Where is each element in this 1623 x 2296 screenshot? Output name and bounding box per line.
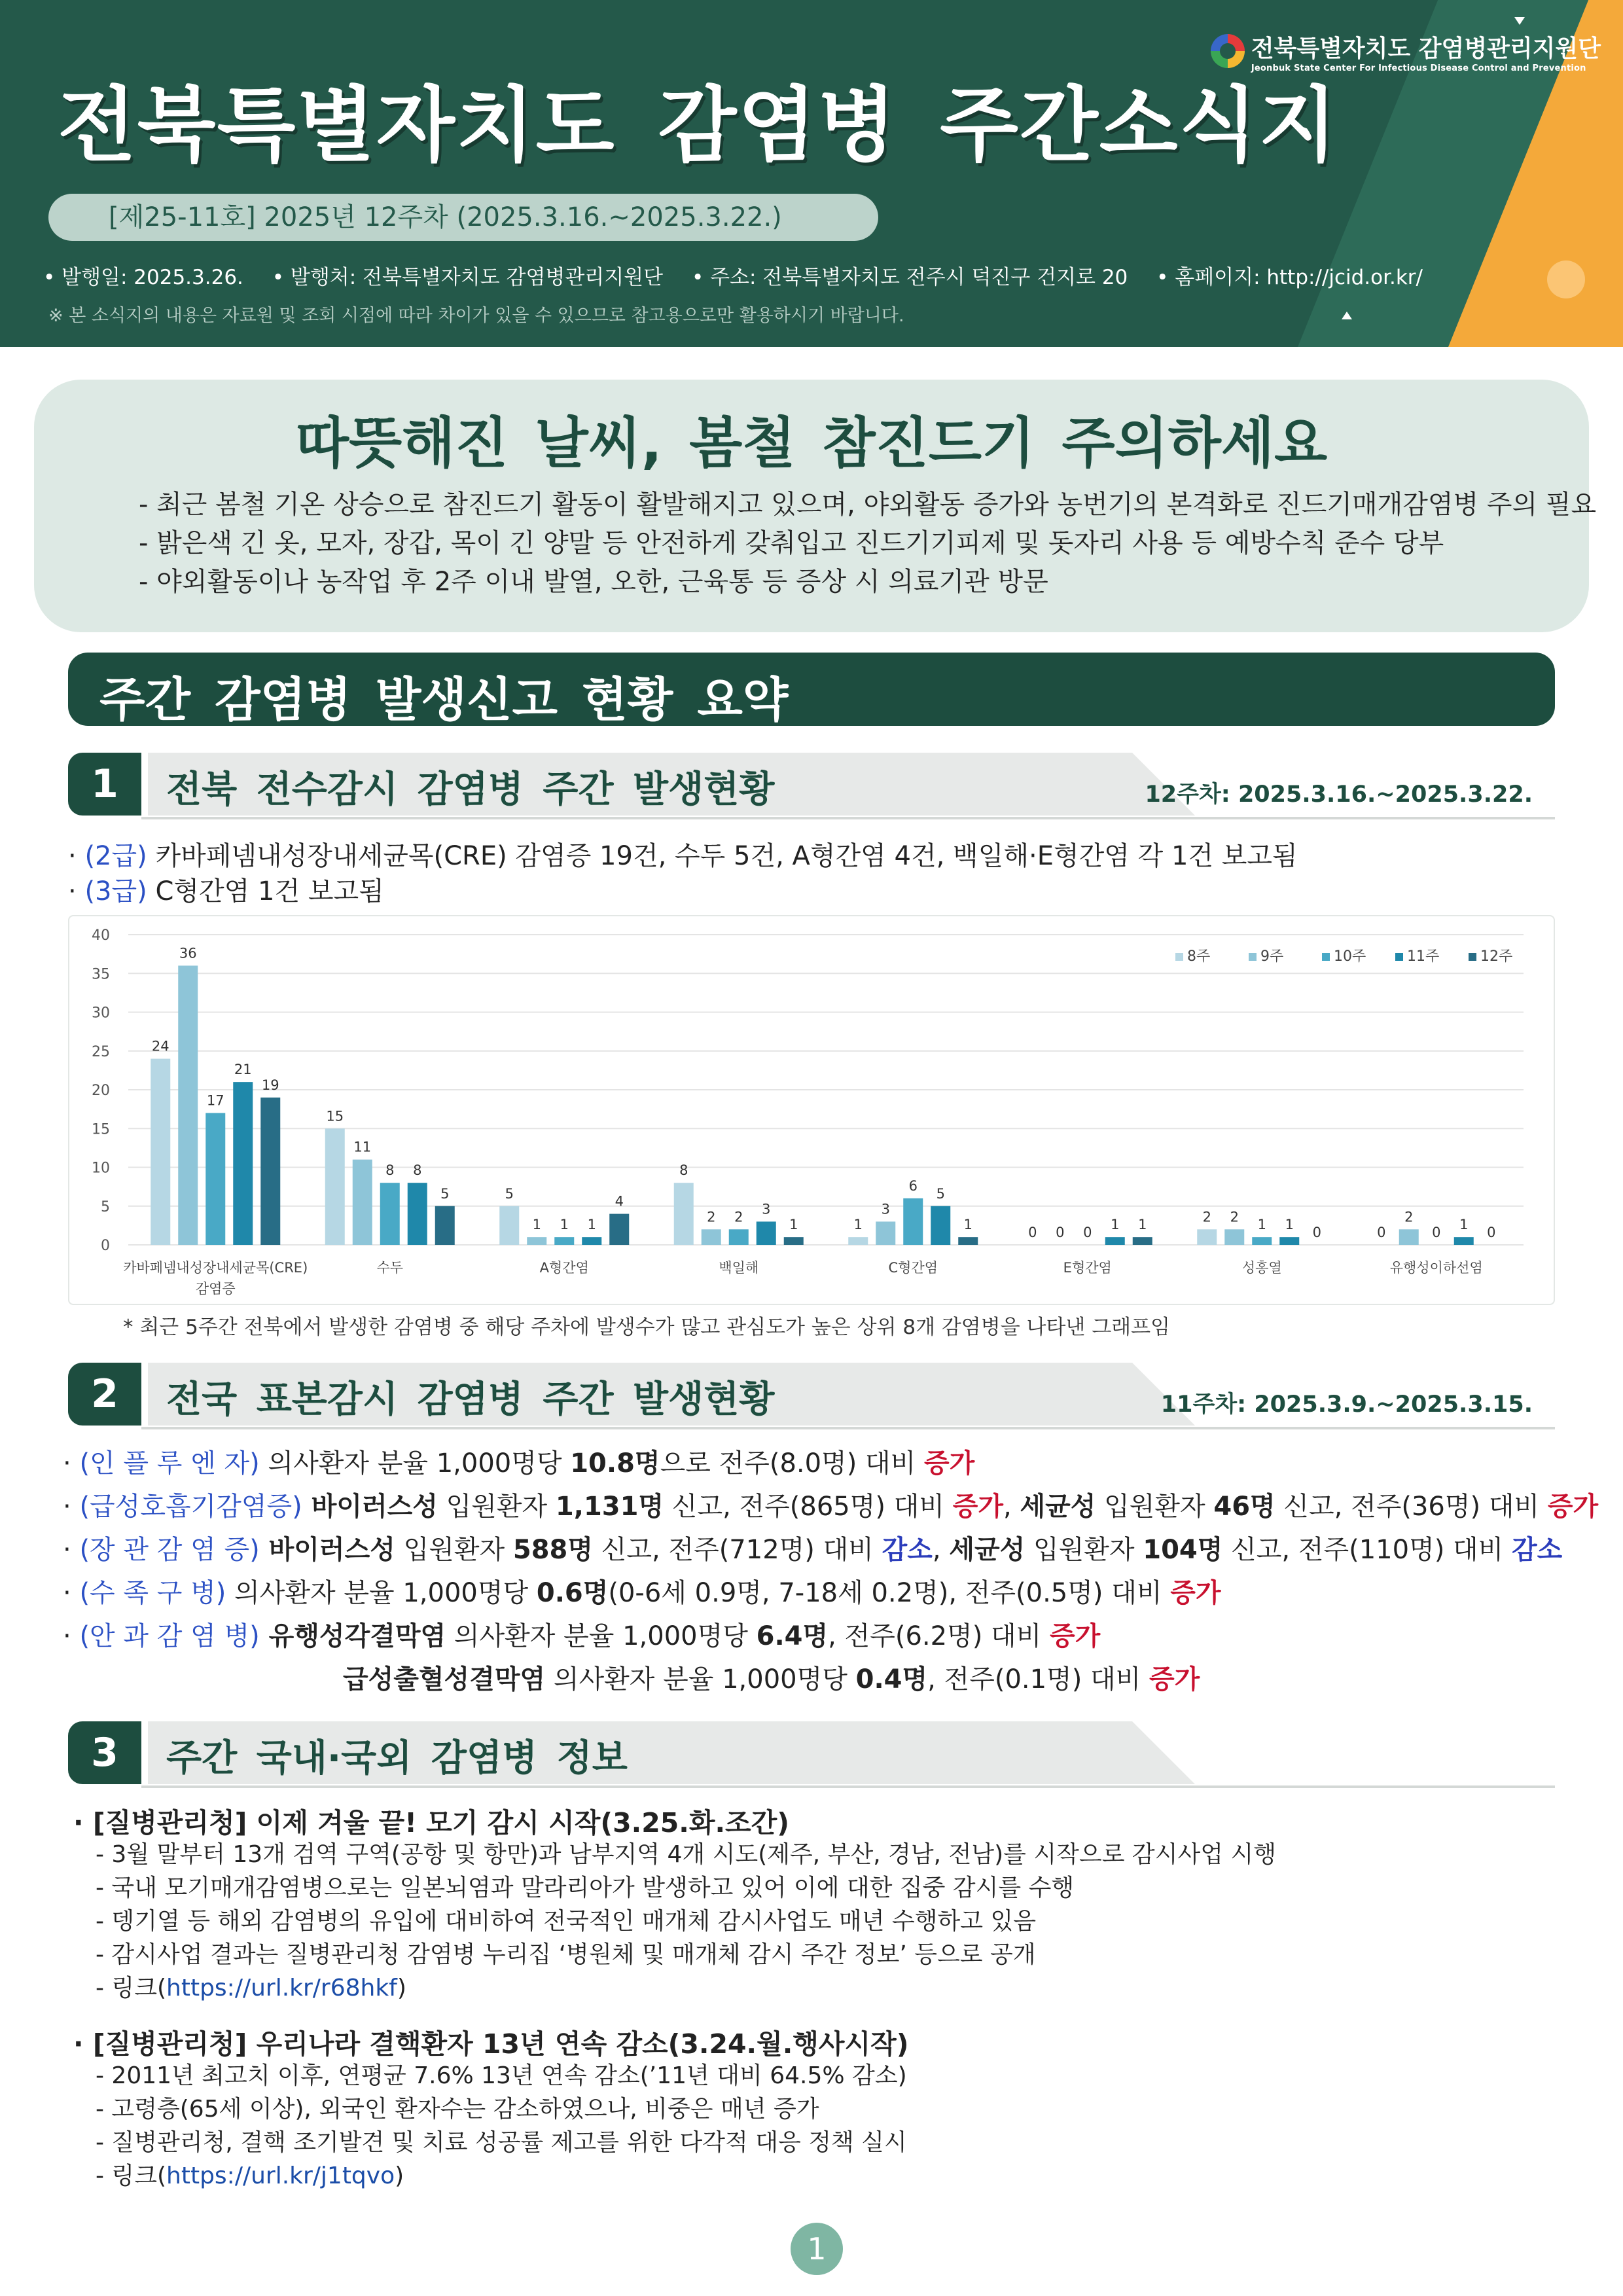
trend-up: 증가 <box>1050 1621 1101 1651</box>
publication-info <box>43 260 1445 290</box>
x-category-label: 유행성이하선염 <box>1389 1260 1483 1276</box>
chart-bar <box>1399 1229 1419 1245</box>
x-category-label: A형간염 <box>539 1260 589 1276</box>
link-suffix: ) <box>397 1975 406 2001</box>
text: 입원환자 <box>1025 1535 1143 1565</box>
bar-value-label: 1 <box>963 1217 972 1233</box>
news-item: - 국내 모기매개감염병으로는 일본뇌염과 말라리아가 발생하고 있어 이에 대한 집중 감시를 수행 <box>96 1874 1075 1901</box>
legend-swatch <box>1395 953 1403 961</box>
newsletter-header <box>0 0 1623 347</box>
chart-bar <box>408 1183 427 1245</box>
text: 급성출혈성결막염 <box>343 1664 546 1695</box>
y-tick-label: 5 <box>101 1198 110 1215</box>
y-tick-label: 35 <box>92 966 110 983</box>
text: 의사환자 분율 1,000명당 <box>226 1578 537 1608</box>
sentinel-eye-1: · (안 과 감 염 병) 유행성각결막염 의사환자 분율 1,000명당 6.4명, 전주(6.2명) 대비 증가 <box>63 1621 1101 1651</box>
bar-value-label: 19 <box>261 1077 279 1093</box>
trend-down: 감소 <box>882 1535 933 1565</box>
text: 의사환자 분율 1,000명당 <box>259 1448 571 1479</box>
link-prefix: - 링크( <box>96 1975 167 2001</box>
section-1-header <box>68 753 1555 816</box>
grade-label: (2급) <box>84 841 147 871</box>
bar-value-label: 5 <box>505 1185 514 1202</box>
publisher: • 발행처: 전북특별자치도 감염병관리지원단 <box>272 266 664 289</box>
bar-value-label: 8 <box>679 1162 688 1179</box>
disease-label: (인 플 루 엔 자) <box>79 1448 260 1479</box>
bar-value-label: 1 <box>789 1217 798 1233</box>
alert-list <box>139 486 1596 601</box>
page-number: 1 <box>791 2223 843 2275</box>
y-tick-label: 20 <box>92 1083 110 1099</box>
triangle-down-icon <box>1514 17 1525 25</box>
value: 0.6명 <box>536 1578 609 1608</box>
chart-bar <box>876 1221 895 1245</box>
text: , <box>1003 1492 1020 1522</box>
bar-value-label: 17 <box>206 1092 224 1109</box>
section-number: 2 <box>68 1363 141 1426</box>
bullet-text: C형간염 1건 보고됨 <box>147 876 384 906</box>
disease-label: (장 관 감 염 증) <box>79 1535 260 1565</box>
chart-bar <box>784 1237 804 1245</box>
chart-bar <box>1224 1229 1244 1245</box>
bar-value-label: 5 <box>440 1185 450 1202</box>
bar-value-label: 1 <box>853 1217 863 1233</box>
text: 세균성 <box>1020 1492 1096 1522</box>
y-tick-label: 40 <box>92 927 110 944</box>
logo-text-en: Jeonbuk State Center For Infectious Disease Control and Prevention <box>1251 63 1586 73</box>
text: , <box>932 1535 950 1565</box>
y-tick-label: 0 <box>101 1238 110 1254</box>
bar-value-label: 2 <box>1404 1209 1414 1225</box>
bar-value-label: 21 <box>234 1062 252 1078</box>
news-list-tb <box>96 2059 907 2193</box>
chart-bar <box>674 1183 694 1245</box>
chart-bar <box>903 1198 923 1245</box>
text: 입원환자 <box>1096 1492 1214 1522</box>
chart-footnote: * 최근 5주간 전북에서 발생한 감염병 중 해당 주차에 발생수가 많고 관심도가 높은 상위 8개 감염병을 나타낸 그래프임 <box>123 1316 1170 1339</box>
chart-bar <box>1454 1237 1474 1245</box>
bar-value-label: 24 <box>151 1038 169 1054</box>
x-category-label: 카바페넴내성장내세균목(CRE) <box>123 1260 308 1276</box>
bar-value-label: 11 <box>353 1139 372 1155</box>
text: 바이러스성 <box>259 1535 395 1565</box>
trend-up: 증가 <box>924 1448 975 1479</box>
legend-swatch <box>1249 953 1257 961</box>
weekly-cases-chart <box>68 915 1555 1305</box>
chart-bar <box>527 1237 546 1245</box>
text: 세균성 <box>949 1535 1026 1565</box>
value: 104명 <box>1143 1535 1223 1565</box>
chart-bar <box>380 1183 400 1245</box>
chart-bar <box>609 1214 629 1245</box>
chart-bar <box>325 1128 345 1245</box>
sentinel-influenza: · (인 플 루 엔 자) 의사환자 분율 1,000명당 10.8명으로 전주(8.0명) 대비 증가 <box>63 1448 975 1479</box>
text: 유행성각결막염 <box>259 1621 446 1651</box>
chart-bar <box>554 1237 574 1245</box>
value: 6.4명 <box>756 1621 829 1651</box>
news-list-mosquito <box>96 1838 1276 2005</box>
alert-title: 따뜻해진 날씨, 봄철 참진드기 주의하세요 <box>295 411 1328 475</box>
chart-bar <box>1105 1237 1125 1245</box>
text: 입원환자 <box>395 1535 513 1565</box>
text: 신고, 전주(110명) 대비 <box>1222 1535 1512 1565</box>
bar-value-label: 1 <box>560 1217 569 1233</box>
text: 신고, 전주(36명) 대비 <box>1275 1492 1548 1522</box>
legend-label: 12주 <box>1480 948 1513 965</box>
y-tick-label: 30 <box>92 1005 110 1022</box>
summary-title: 주간 감염병 발생신고 현황 요약 <box>99 672 789 727</box>
news-item: - 질병관리청, 결핵 조기발견 및 치료 성공률 제고를 위한 다각적 대응 정책 실시 <box>96 2129 907 2156</box>
section-period: 12주차: 2025.3.16.~2025.3.22. <box>1145 781 1533 808</box>
triangle-up-icon <box>1342 312 1352 319</box>
news-heading-mosquito: · [질병관리청] 이제 겨울 끝! 모기 감시 시작(3.25.화.조간) <box>73 1807 789 1839</box>
bar-value-label: 8 <box>385 1162 395 1179</box>
value: 0.4명 <box>855 1664 928 1695</box>
bar-value-label: 1 <box>1111 1217 1120 1233</box>
bar-value-label: 1 <box>1285 1217 1294 1233</box>
address: • 주소: 전북특별자치도 전주시 덕진구 건지로 20 <box>691 266 1128 289</box>
disease-label: (수 족 구 병) <box>79 1578 226 1608</box>
section-divider <box>141 1427 1555 1429</box>
section-divider <box>141 817 1555 819</box>
summary-banner <box>68 653 1555 726</box>
x-category-label: 수두 <box>376 1260 404 1276</box>
section-number: 1 <box>68 753 141 816</box>
bar-value-label: 0 <box>1377 1225 1386 1240</box>
chart-bar <box>848 1237 868 1245</box>
chart-bar <box>499 1206 519 1245</box>
chart-bar <box>582 1237 601 1245</box>
y-tick-label: 10 <box>92 1160 110 1177</box>
tick-alert-box <box>34 380 1597 632</box>
link-prefix: - 링크( <box>96 2162 167 2189</box>
sentinel-respiratory: · (급성호흡기감염증) 바이러스성 입원환자 1,131명 신고, 전주(865명) 대비 증가, 세균성 입원환자 46명 신고, 전주(36명) 대비 증가 <box>63 1492 1599 1522</box>
section-period: 11주차: 2025.3.9.~2025.3.15. <box>1160 1391 1533 1418</box>
bar-value-label: 2 <box>1202 1209 1211 1225</box>
legend-label: 10주 <box>1334 948 1366 965</box>
legend-label: 9주 <box>1260 948 1284 965</box>
y-tick-label: 25 <box>92 1043 110 1060</box>
news-item: - 감시사업 결과는 질병관리청 감염병 누리집 ‘병원체 및 매개체 감시 주간 정보’ 등으로 공개 <box>96 1941 1036 1968</box>
bar-value-label: 2 <box>1230 1209 1239 1225</box>
bar-value-label: 1 <box>587 1217 596 1233</box>
bar-value-label: 0 <box>1083 1225 1092 1240</box>
bullet-text: 카바페넴내성장내세균목(CRE) 감염증 19건, 수두 5건, A형간염 4건, 백일해·E형간염 각 1건 보고됨 <box>147 841 1298 871</box>
bar-value-label: 0 <box>1028 1225 1037 1240</box>
news-item: - 3월 말부터 13개 검역 구역(공항 및 항만)과 남부지역 4개 시도(제주, 부산, 경남, 전남)를 시작으로 감시사업 시행 <box>96 1841 1277 1868</box>
link-suffix: ) <box>395 2162 404 2189</box>
text: 으로 전주(8.0명) 대비 <box>660 1448 925 1479</box>
decor-circle-icon <box>1547 260 1585 298</box>
text: , 전주(6.2명) 대비 <box>828 1621 1050 1651</box>
news-item: - 2011년 최고치 이후, 연평균 7.6% 13년 연속 감소(’11년 대비 64.5% 감소) <box>96 2062 907 2089</box>
chart-bar <box>931 1206 950 1245</box>
text: 입원환자 <box>437 1492 556 1522</box>
issue-badge: [제25-11호] 2025년 12주차 (2025.3.16.~2025.3.22.) <box>48 194 878 241</box>
bar-value-label: 3 <box>762 1201 771 1217</box>
chart-bar <box>178 965 198 1245</box>
chart-bar <box>1252 1237 1272 1245</box>
trend-up: 증가 <box>1547 1492 1599 1522</box>
bar-value-label: 2 <box>707 1209 716 1225</box>
disclaimer-note: ※ 본 소식지의 내용은 자료원 및 조회 시점에 따라 차이가 있을 수 있으므로 참고용으로만 활용하시기 바랍니다. <box>48 306 904 326</box>
bar-value-label: 0 <box>1487 1225 1496 1240</box>
chart-bar <box>729 1229 749 1245</box>
y-tick-label: 15 <box>92 1121 110 1138</box>
trend-up: 증가 <box>1170 1578 1221 1608</box>
section-3-header <box>68 1721 1555 1784</box>
chart-bar <box>353 1160 372 1245</box>
value: 10.8명 <box>570 1448 660 1479</box>
bar-value-label: 6 <box>908 1177 918 1194</box>
logo-text-ko: 전북특별자치도 감염병관리지원단 <box>1251 35 1601 62</box>
sentinel-eye-2 <box>63 1662 1200 1696</box>
text: 의사환자 분율 1,000명당 <box>545 1664 856 1695</box>
text: 신고, 전주(865명) 대비 <box>664 1492 953 1522</box>
chart-bar <box>233 1082 253 1245</box>
news-item: - 뎅기열 등 해외 감염병의 유입에 대비하여 전국적인 매개체 감시사업도 매년 수행하고 있음 <box>96 1908 1037 1935</box>
news-link[interactable]: https://url.kr/r68hkf <box>166 1975 397 2001</box>
news-link-row <box>96 2159 907 2193</box>
value: 46명 <box>1213 1492 1275 1522</box>
bar-value-label: 36 <box>179 945 197 961</box>
section-title: 전북 전수감시 감염병 주간 발생현황 <box>166 768 775 811</box>
bar-value-label: 3 <box>881 1201 890 1217</box>
chart-bar <box>958 1237 978 1245</box>
bar-value-label: 1 <box>532 1217 541 1233</box>
x-category-label: 백일해 <box>719 1260 759 1276</box>
text: 의사환자 분율 1,000명당 <box>446 1621 757 1651</box>
news-link[interactable]: https://url.kr/j1tqvo <box>166 2162 395 2189</box>
bar-value-label: 15 <box>326 1108 344 1124</box>
section-title: 주간 국내·국외 감염병 정보 <box>166 1737 628 1780</box>
text: , 전주(0.1명) 대비 <box>927 1664 1150 1695</box>
grade-label: (3급) <box>84 876 147 906</box>
chart-bar <box>1133 1237 1152 1245</box>
bar-value-label: 5 <box>936 1185 945 1202</box>
trend-up: 증가 <box>1149 1664 1200 1695</box>
x-category-label: C형간염 <box>888 1260 938 1276</box>
publish-date: • 발행일: 2025.3.26. <box>43 266 243 289</box>
disease-label: (급성호흡기감염증) <box>79 1492 302 1522</box>
newsletter-title: 전북특별자치도 감염병 주간소식지 <box>58 79 1339 173</box>
bar-value-label: 0 <box>1056 1225 1065 1240</box>
text: 신고, 전주(712명) 대비 <box>593 1535 882 1565</box>
homepage-link[interactable]: • 홈페이지: http://jcid.or.kr/ <box>1156 266 1423 289</box>
bar-value-label: 0 <box>1432 1225 1441 1240</box>
chart-bar <box>1197 1229 1217 1245</box>
news-heading-tb: · [질병관리청] 우리나라 결핵환자 13년 연속 감소(3.24.월.행사시작) <box>73 2028 909 2060</box>
sec1-bullet-grade2: · (2급) 카바페넴내성장내세균목(CRE) 감염증 19건, 수두 5건, A형간염 4건, 백일해·E형간염 각 1건 보고됨 <box>68 841 1298 871</box>
news-link-row <box>96 1971 1276 2005</box>
alert-item: - 야외활동이나 농작업 후 2주 이내 발열, 오한, 근육통 등 증상 시 의료기관 방문 <box>139 567 1048 597</box>
text: 바이러스성 <box>302 1492 438 1522</box>
sec1-bullet-grade3: · (3급) C형간염 1건 보고됨 <box>68 876 384 906</box>
chart-bar <box>435 1206 455 1245</box>
section-number: 3 <box>68 1721 141 1784</box>
bar-value-label: 4 <box>615 1193 624 1210</box>
bar-chart <box>69 916 1556 1306</box>
news-item: - 고령층(65세 이상), 외국인 환자수는 감소하였으나, 비중은 매년 증가 <box>96 2096 819 2123</box>
x-category-label: 성홍열 <box>1241 1260 1282 1276</box>
section-title: 전국 표본감시 감염병 주간 발생현황 <box>166 1378 775 1421</box>
legend-swatch <box>1469 953 1476 961</box>
chart-bar <box>702 1229 721 1245</box>
x-category-label: 감염증 <box>195 1281 236 1297</box>
bar-value-label: 8 <box>413 1162 422 1179</box>
chart-bar <box>151 1059 170 1245</box>
sentinel-hfmd: · (수 족 구 병) 의사환자 분율 1,000명당 0.6명(0-6세 0.9명, 7-18세 0.2명), 전주(0.5명) 대비 증가 <box>63 1578 1221 1608</box>
disease-label: (안 과 감 염 병) <box>79 1621 260 1651</box>
trend-down: 감소 <box>1512 1535 1563 1565</box>
chart-bar <box>757 1221 776 1245</box>
bar-value-label: 0 <box>1312 1225 1321 1240</box>
sentinel-enteric: · (장 관 감 염 증) 바이러스성 입원환자 588명 신고, 전주(712명) 대비 감소, 세균성 입원환자 104명 신고, 전주(110명) 대비 감소 <box>63 1535 1563 1565</box>
alert-item: - 밝은색 긴 옷, 모자, 장갑, 목이 긴 양말 등 안전하게 갖춰입고 진드기기피제 및 돗자리 사용 등 예방수칙 준수 당부 <box>139 528 1444 558</box>
x-category-label: E형간염 <box>1063 1260 1112 1276</box>
chart-bar <box>205 1113 225 1245</box>
section-divider <box>141 1785 1555 1788</box>
chart-bar <box>260 1098 280 1245</box>
text: (0-6세 0.9명, 7-18세 0.2명), 전주(0.5명) 대비 <box>608 1578 1171 1608</box>
section-2-header <box>68 1363 1555 1426</box>
bar-value-label: 1 <box>1459 1217 1469 1233</box>
trend-up: 증가 <box>952 1492 1003 1522</box>
legend-swatch <box>1322 953 1330 961</box>
value: 1,131명 <box>555 1492 664 1522</box>
bar-value-label: 2 <box>734 1209 743 1225</box>
alert-item: - 최근 봄철 기온 상승으로 참진드기 활동이 활발해지고 있으며, 야외활동 증가와 농번기의 본격화로 진드기매개감염병 주의 필요 <box>139 490 1597 520</box>
chart-bar <box>1279 1237 1299 1245</box>
legend-label: 11주 <box>1407 948 1440 965</box>
bar-value-label: 1 <box>1138 1217 1147 1233</box>
legend-swatch <box>1175 953 1183 961</box>
bar-value-label: 1 <box>1257 1217 1266 1233</box>
value: 588명 <box>512 1535 593 1565</box>
legend-label: 8주 <box>1187 948 1211 965</box>
